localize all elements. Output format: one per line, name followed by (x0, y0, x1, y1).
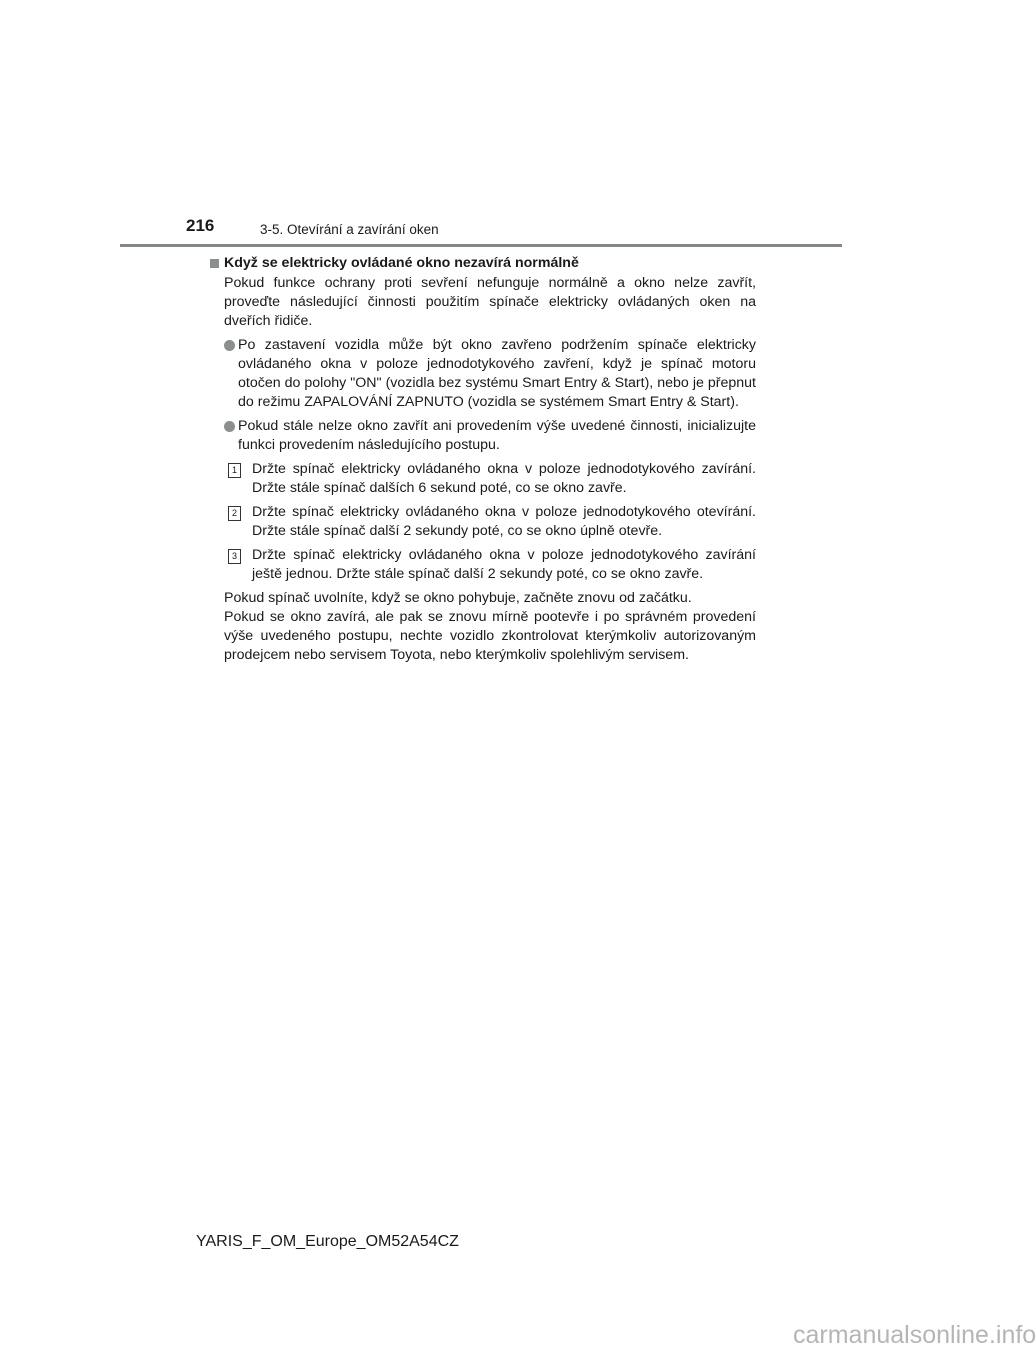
step-number-box: 1 (228, 463, 241, 478)
step-text: Držte spínač elektricky ovládaného okna v poloze jednodotykového zavírání ještě jednou. Držte stále spínač další 2 sekundy poté, co se okno zavře. (252, 547, 756, 582)
main-content (210, 254, 756, 665)
step-item (210, 546, 756, 584)
closing-paragraph: Pokud se okno zavírá, ale pak se znovu mírně pootevře i po správném provedení výše uvedeného postupu, nechte vozidlo zkontrolovat kterýmkoliv autorizovaným prodejcem nebo servisem Toyota, nebo kterýmkoliv spolehlivým servisem. (224, 609, 756, 663)
header-divider (120, 244, 842, 247)
circle-bullet-icon (224, 340, 235, 351)
circle-bullet-icon (224, 421, 235, 432)
step-item (210, 460, 756, 498)
step-text: Držte spínač elektricky ovládaného okna v poloze jednodotykového otevírání. Držte stále spínač další 2 sekundy poté, co se okno úplně otevře. (252, 504, 756, 539)
intro-paragraph: Pokud funkce ochrany proti sevření nefunguje normálně a okno nelze zavřít, proveďte následující činnosti použitím spínače elektricky ovládaných oken na dveřích řidiče. (224, 275, 756, 329)
bullet-item (210, 417, 756, 455)
heading-text: Když se elektricky ovládané okno nezavírá normálně (224, 255, 579, 271)
step-number-box: 2 (228, 506, 241, 521)
step-number-box: 3 (228, 549, 241, 564)
watermark: carmanualsonline.info (793, 1321, 1036, 1349)
bullet-item (210, 336, 756, 412)
square-bullet-icon (210, 259, 219, 268)
page-number: 216 (186, 216, 215, 235)
section-title: 3-5. Otevírání a zavírání oken (260, 222, 439, 237)
bullet-text: Po zastavení vozidla může být okno zavřeno podržením spínače elektricky ovládaného okna v poloze jednodotykového zavření, když je spínač motoru otočen do polohy "ON" (vozidla bez systému Smart Entry & Start), nebo je přepnut do režimu ZAPALOVÁNÍ ZAPNUTO (vozidla se systémem Smart Entry & Start). (238, 337, 756, 410)
document-code: YARIS_F_OM_Europe_OM52A54CZ (196, 1233, 459, 1250)
subsection-heading (210, 254, 756, 273)
step-item (210, 503, 756, 541)
step-text: Držte spínač elektricky ovládaného okna v poloze jednodotykového zavírání. Držte stále spínač dalších 6 sekund poté, co se okno zavře. (252, 461, 756, 496)
closing-line: Pokud spínač uvolníte, když se okno pohybuje, začněte znovu od začátku. (224, 590, 692, 606)
bullet-text: Pokud stále nelze okno zavřít ani provedením výše uvedené činnosti, inicializujte funkci provedením následujícího postupu. (238, 418, 756, 453)
